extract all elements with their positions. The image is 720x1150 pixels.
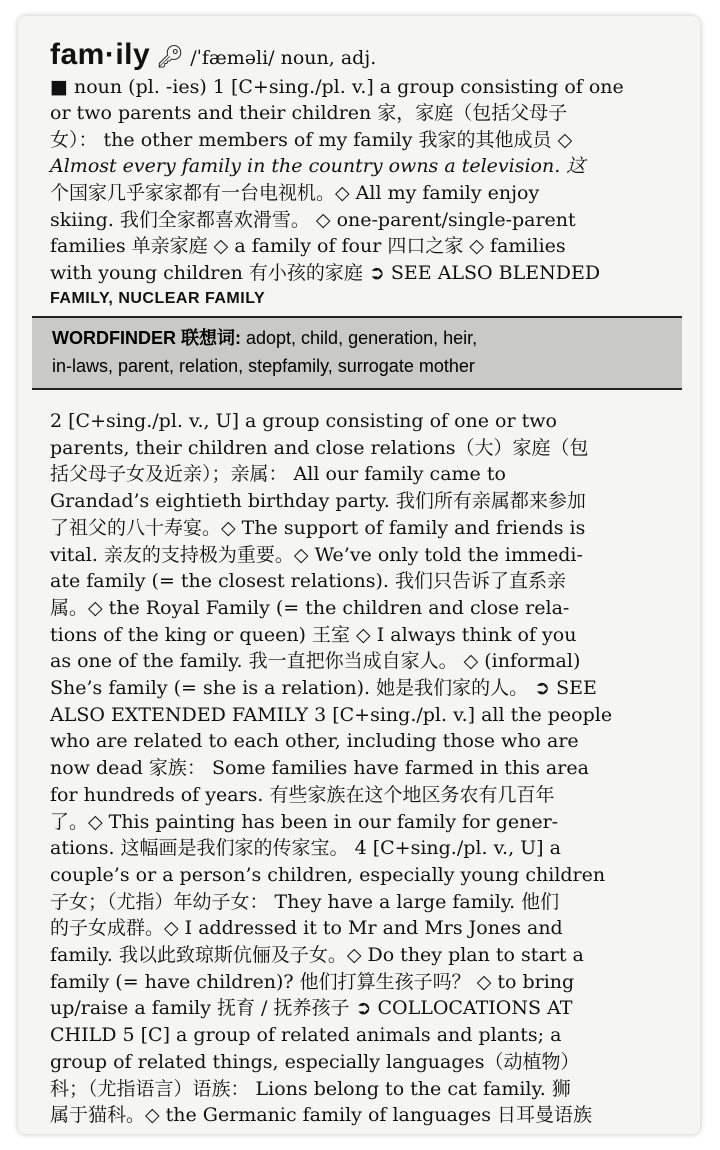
entry-line: skiing. 我们全家都喜欢滑雪。 ◇ one-parent/single-parent [50, 208, 576, 231]
headword: fam·ily [50, 38, 151, 71]
entry-line: family. 我以此致琼斯伉俪及子女。◇ Do they plan to start a [50, 944, 584, 967]
entry-line: Grandad’s eightieth birthday party. 我们所有亲属都来参加 [50, 490, 586, 513]
cross-reference: FAMILY, NUCLEAR FAMILY [50, 290, 266, 308]
entry-line: 括父母子女及近亲）；亲属： All our family came to [50, 463, 506, 486]
entry-line: 的子女成群。◇ I addressed it to Mr and Mrs Jones and [50, 917, 563, 940]
entry-line: ations. 这幅画是我们家的传家宝。 4 [C+sing./pl. v., U] a [50, 837, 561, 860]
entry-block-2 [50, 408, 700, 1129]
pronunciation: /ˈfæməli/ noun, adj. [190, 47, 377, 69]
entry-line: 子女；（尤指）年幼子女： They have a large family. 他们 [50, 890, 560, 913]
entry-line: ■ noun (pl. -ies) 1 [C+sing./pl. v.] a group consisting of one [50, 75, 624, 98]
entry-line: 属于猫科。◇ the Germanic family of languages 日耳曼语族 [50, 1104, 593, 1127]
entry-line: 女）： the other members of my family 我家的其他成员 ◇ [50, 128, 573, 151]
wordfinder-label: WORDFINDER 联想词: [52, 328, 241, 348]
headword-line [50, 38, 700, 72]
entry-line: who are related to each other, including those who are [50, 730, 579, 753]
entry-line: up/raise a family 抚育 / 抚养孩子 ➲ COLLOCATIONS AT [50, 997, 573, 1020]
entry-block-1 [50, 38, 700, 313]
entry-line: 个国家几乎家家都有一台电视机。◇ All my family enjoy [50, 181, 540, 204]
entry-line: 了。◇ This painting has been in our family for gener- [50, 810, 559, 833]
entry-line: 了祖父的八十寿宴。◇ The support of family and friends is [50, 516, 586, 539]
entry-line: CHILD 5 [C] a group of related animals and plants; a [50, 1024, 562, 1047]
entry-line: families 单亲家庭 ◇ a family of four 四口之家 ◇ families [50, 235, 566, 258]
entry-line: ate family (= the closest relations). 我们只告诉了直系亲 [50, 570, 567, 593]
entry-line: couple’s or a person’s children, especially young children [50, 863, 606, 886]
entry-line: with young children 有小孩的家庭 ➲ SEE ALSO BLENDED [50, 261, 601, 284]
entry-line: She’s family (= she is a relation). 她是我们家的人。 ➲ SEE [50, 677, 597, 700]
entry-line: now dead 家族： Some families have farmed in this area [50, 757, 589, 780]
entry-line: family (= have children)? 他们打算生孩子吗？ ◇ to bring [50, 970, 575, 993]
wordfinder-words-2: in-laws, parent, relation, stepfamily, surrogate mother [52, 356, 475, 376]
wordfinder-box [32, 316, 682, 390]
wordfinder-words-1: adopt, child, generation, heir, [246, 328, 478, 348]
entry-line: Almost every family in the country owns a television. 这 [50, 155, 586, 178]
entry-line: as one of the family. 我一直把你当成自家人。 ◇ (informal) [50, 650, 581, 673]
entry-line: for hundreds of years. 有些家族在这个地区务农有几百年 [50, 783, 555, 806]
entry-line: ALSO EXTENDED FAMILY 3 [C+sing./pl. v.] all the people [50, 703, 613, 726]
entry-line: vital. 亲友的支持极为重要。◇ We’ve only told the immedi- [50, 543, 583, 566]
entry-line: tions of the king or queen) 王室 ◇ I always think of you [50, 623, 577, 646]
key-icon: 🔑︎ [156, 45, 185, 70]
dictionary-page [18, 16, 700, 1134]
entry-line: parents, their children and close relations（大）家庭（包 [50, 436, 589, 459]
entry-line: 2 [C+sing./pl. v., U] a group consisting of one or two [50, 410, 557, 432]
entry-line: group of related things, especially languages（动植物） [50, 1050, 580, 1073]
entry-line: 科；（尤指语言）语族： Lions belong to the cat family. 狮 [50, 1077, 571, 1100]
entry-line: 属。◇ the Royal Family (= the children and close rela- [50, 596, 570, 619]
entry-line: or two parents and their children 家，家庭（包括父母子 [50, 102, 568, 125]
